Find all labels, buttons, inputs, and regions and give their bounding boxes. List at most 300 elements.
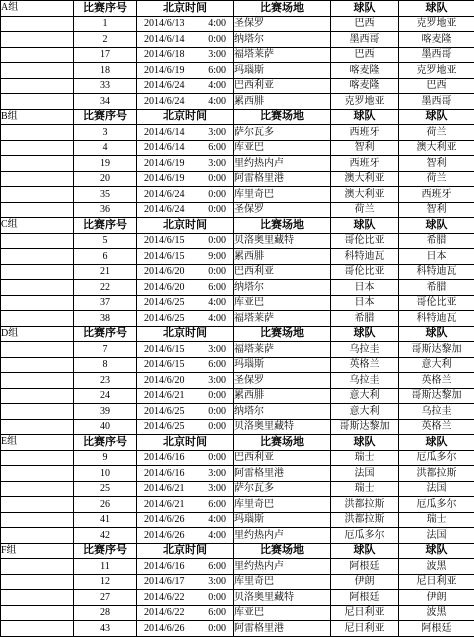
match-date: 2014/6/26	[144, 513, 200, 526]
match-team-2: 墨西哥	[399, 47, 474, 63]
match-datetime	[137, 202, 234, 218]
match-team-2: 克罗地亚	[399, 16, 474, 32]
match-venue: 贝洛奥里藏特	[234, 590, 331, 606]
match-datetime	[137, 16, 234, 32]
match-datetime	[137, 388, 234, 404]
group-header-row	[1, 326, 474, 342]
match-date: 2014/6/20	[144, 265, 200, 278]
match-datetime	[137, 342, 234, 358]
match-venue: 库里奇巴	[234, 574, 331, 590]
group-spacer-cell	[1, 528, 74, 544]
header-beijing-time: 北京时间	[137, 218, 234, 234]
match-number: 26	[74, 497, 137, 513]
match-team-2: 乌拉圭	[399, 404, 474, 420]
group-spacer-cell	[1, 590, 74, 606]
match-row	[1, 342, 474, 358]
group-spacer-cell	[1, 171, 74, 187]
match-number: 23	[74, 373, 137, 389]
match-venue: 圣保罗	[234, 373, 331, 389]
match-team-2: 伊朗	[399, 590, 474, 606]
match-team-2: 尼日利亚	[399, 574, 474, 590]
match-team-1: 厄瓜多尔	[331, 528, 399, 544]
group-spacer-cell	[1, 156, 74, 172]
match-team-2: 英格兰	[399, 373, 474, 389]
group-spacer-cell	[1, 342, 74, 358]
match-team-2: 法国	[399, 481, 474, 497]
match-number: 20	[74, 171, 137, 187]
match-row	[1, 156, 474, 172]
group-spacer-cell	[1, 419, 74, 435]
match-time: 3:00	[200, 467, 226, 480]
match-row	[1, 295, 474, 311]
group-label: D组	[1, 326, 74, 342]
match-venue: 纳塔尔	[234, 280, 331, 296]
match-datetime	[137, 450, 234, 466]
match-date: 2014/6/21	[144, 482, 200, 495]
header-match-number: 比赛序号	[74, 218, 137, 234]
match-row	[1, 497, 474, 513]
match-time: 0:00	[200, 451, 226, 464]
match-date: 2014/6/14	[144, 126, 200, 139]
match-time: 6:00	[200, 606, 226, 619]
header-team-1: 球队	[331, 326, 399, 342]
match-date: 2014/6/20	[144, 281, 200, 294]
match-row	[1, 404, 474, 420]
match-datetime	[137, 605, 234, 621]
match-date: 2014/6/15	[144, 358, 200, 371]
match-date: 2014/6/24	[144, 95, 200, 108]
match-team-1: 意大利	[331, 404, 399, 420]
match-date: 2014/6/21	[144, 389, 200, 402]
match-row	[1, 47, 474, 63]
match-number: 39	[74, 404, 137, 420]
match-team-1: 哥伦比亚	[331, 264, 399, 280]
match-team-2: 澳大利亚	[399, 140, 474, 156]
match-row	[1, 512, 474, 528]
header-match-number: 比赛序号	[74, 543, 137, 559]
match-team-1: 瑞士	[331, 481, 399, 497]
match-datetime	[137, 187, 234, 203]
match-row	[1, 202, 474, 218]
header-venue: 比赛场地	[234, 1, 331, 17]
match-row	[1, 311, 474, 327]
match-team-1: 喀麦隆	[331, 78, 399, 94]
match-row	[1, 94, 474, 110]
match-datetime	[137, 78, 234, 94]
match-datetime	[137, 171, 234, 187]
group-spacer-cell	[1, 249, 74, 265]
match-venue: 库里奇巴	[234, 497, 331, 513]
match-time: 0:00	[200, 591, 226, 604]
match-time: 0:00	[200, 172, 226, 185]
match-datetime	[137, 156, 234, 172]
group-label: E组	[1, 435, 74, 451]
match-date: 2014/6/16	[144, 467, 200, 480]
match-date: 2014/6/22	[144, 591, 200, 604]
header-match-number: 比赛序号	[74, 326, 137, 342]
match-time: 6:00	[200, 560, 226, 573]
match-number: 25	[74, 481, 137, 497]
match-team-1: 乌拉圭	[331, 373, 399, 389]
match-date: 2014/6/14	[144, 33, 200, 46]
match-team-2: 洪都拉斯	[399, 466, 474, 482]
match-number: 3	[74, 125, 137, 141]
match-row	[1, 63, 474, 79]
match-row	[1, 32, 474, 48]
match-team-2: 厄瓜多尔	[399, 497, 474, 513]
match-number: 35	[74, 187, 137, 203]
match-number: 28	[74, 605, 137, 621]
match-date: 2014/6/16	[144, 451, 200, 464]
match-team-1: 哥伦比亚	[331, 233, 399, 249]
match-row	[1, 373, 474, 389]
match-team-1: 洪都拉斯	[331, 497, 399, 513]
match-team-2: 希腊	[399, 233, 474, 249]
match-team-1: 伊朗	[331, 574, 399, 590]
match-time: 6:00	[200, 358, 226, 371]
header-venue: 比赛场地	[234, 435, 331, 451]
match-venue: 阿雷格里港	[234, 171, 331, 187]
match-date: 2014/6/15	[144, 250, 200, 263]
match-number: 2	[74, 32, 137, 48]
match-team-1: 尼日利亚	[331, 621, 399, 637]
match-venue: 累西腓	[234, 94, 331, 110]
group-spacer-cell	[1, 264, 74, 280]
header-team-1: 球队	[331, 435, 399, 451]
match-date: 2014/6/25	[144, 312, 200, 325]
match-team-1: 西班牙	[331, 125, 399, 141]
match-team-1: 日本	[331, 280, 399, 296]
match-datetime	[137, 590, 234, 606]
match-number: 40	[74, 419, 137, 435]
group-header-row	[1, 543, 474, 559]
match-row	[1, 280, 474, 296]
match-date: 2014/6/19	[144, 157, 200, 170]
match-row	[1, 125, 474, 141]
header-beijing-time: 北京时间	[137, 109, 234, 125]
match-team-2: 希腊	[399, 280, 474, 296]
group-spacer-cell	[1, 559, 74, 575]
match-number: 10	[74, 466, 137, 482]
match-number: 24	[74, 388, 137, 404]
match-venue: 萨尔瓦多	[234, 481, 331, 497]
match-team-2: 哥伦比亚	[399, 295, 474, 311]
match-team-2: 巴西	[399, 78, 474, 94]
match-datetime	[137, 280, 234, 296]
match-number: 33	[74, 78, 137, 94]
match-row	[1, 16, 474, 32]
match-date: 2014/6/13	[144, 17, 200, 30]
header-team-1: 球队	[331, 109, 399, 125]
match-datetime	[137, 249, 234, 265]
group-spacer-cell	[1, 32, 74, 48]
header-match-number: 比赛序号	[74, 1, 137, 17]
group-spacer-cell	[1, 450, 74, 466]
match-team-1: 希腊	[331, 311, 399, 327]
match-venue: 萨尔瓦多	[234, 125, 331, 141]
match-time: 3:00	[200, 482, 226, 495]
match-number: 41	[74, 512, 137, 528]
match-number: 38	[74, 311, 137, 327]
match-row	[1, 233, 474, 249]
match-venue: 玛瑙斯	[234, 357, 331, 373]
match-team-1: 澳大利亚	[331, 171, 399, 187]
match-venue: 巴西利亚	[234, 78, 331, 94]
match-date: 2014/6/24	[144, 79, 200, 92]
match-datetime	[137, 94, 234, 110]
match-datetime	[137, 528, 234, 544]
match-venue: 圣保罗	[234, 16, 331, 32]
group-header-row	[1, 109, 474, 125]
match-venue: 阿雷格里港	[234, 621, 331, 637]
group-spacer-cell	[1, 388, 74, 404]
match-row	[1, 621, 474, 637]
match-date: 2014/6/16	[144, 560, 200, 573]
match-datetime	[137, 264, 234, 280]
group-spacer-cell	[1, 497, 74, 513]
header-venue: 比赛场地	[234, 218, 331, 234]
match-number: 22	[74, 280, 137, 296]
match-time: 3:00	[200, 157, 226, 170]
match-date: 2014/6/26	[144, 529, 200, 542]
match-datetime	[137, 512, 234, 528]
match-time: 6:00	[200, 64, 226, 77]
match-team-1: 智利	[331, 140, 399, 156]
match-team-2: 荷兰	[399, 171, 474, 187]
match-team-2: 科特迪瓦	[399, 264, 474, 280]
match-date: 2014/6/25	[144, 420, 200, 433]
match-team-2: 墨西哥	[399, 94, 474, 110]
match-venue: 福塔莱萨	[234, 311, 331, 327]
match-team-2: 克罗地亚	[399, 63, 474, 79]
match-number: 4	[74, 140, 137, 156]
match-team-2: 意大利	[399, 357, 474, 373]
match-team-1: 洪都拉斯	[331, 512, 399, 528]
match-team-2: 波黑	[399, 559, 474, 575]
match-team-2: 哥斯达黎加	[399, 342, 474, 358]
match-row	[1, 481, 474, 497]
match-time: 3:00	[200, 374, 226, 387]
match-number: 42	[74, 528, 137, 544]
match-time: 0:00	[200, 622, 226, 635]
match-number: 7	[74, 342, 137, 358]
match-datetime	[137, 574, 234, 590]
match-time: 4:00	[200, 312, 226, 325]
match-time: 4:00	[200, 296, 226, 309]
header-team-2: 球队	[399, 435, 474, 451]
match-team-1: 墨西哥	[331, 32, 399, 48]
match-date: 2014/6/15	[144, 343, 200, 356]
header-team-1: 球队	[331, 218, 399, 234]
group-header-row	[1, 435, 474, 451]
match-date: 2014/6/14	[144, 141, 200, 154]
match-row	[1, 388, 474, 404]
match-venue: 玛瑙斯	[234, 512, 331, 528]
match-team-2: 喀麦隆	[399, 32, 474, 48]
match-time: 6:00	[200, 498, 226, 511]
match-datetime	[137, 32, 234, 48]
match-team-2: 智利	[399, 202, 474, 218]
group-spacer-cell	[1, 574, 74, 590]
match-datetime	[137, 373, 234, 389]
match-row	[1, 528, 474, 544]
match-number: 9	[74, 450, 137, 466]
match-venue: 库亚巴	[234, 140, 331, 156]
header-venue: 比赛场地	[234, 326, 331, 342]
match-number: 17	[74, 47, 137, 63]
match-number: 1	[74, 16, 137, 32]
match-team-1: 意大利	[331, 388, 399, 404]
header-team-2: 球队	[399, 218, 474, 234]
match-venue: 纳塔尔	[234, 32, 331, 48]
group-spacer-cell	[1, 16, 74, 32]
group-spacer-cell	[1, 280, 74, 296]
group-spacer-cell	[1, 94, 74, 110]
header-venue: 比赛场地	[234, 543, 331, 559]
match-number: 8	[74, 357, 137, 373]
match-time: 6:00	[200, 141, 226, 154]
match-team-1: 喀麦隆	[331, 63, 399, 79]
header-team-2: 球队	[399, 326, 474, 342]
match-date: 2014/6/18	[144, 48, 200, 61]
match-venue: 里约热内卢	[234, 559, 331, 575]
match-datetime	[137, 357, 234, 373]
match-row	[1, 264, 474, 280]
match-venue: 累西腓	[234, 249, 331, 265]
match-row	[1, 187, 474, 203]
match-time: 4:00	[200, 529, 226, 542]
match-number: 21	[74, 264, 137, 280]
match-team-1: 法国	[331, 466, 399, 482]
header-team-2: 球队	[399, 1, 474, 17]
header-beijing-time: 北京时间	[137, 326, 234, 342]
group-spacer-cell	[1, 404, 74, 420]
match-team-1: 荷兰	[331, 202, 399, 218]
match-row	[1, 419, 474, 435]
match-row	[1, 78, 474, 94]
match-venue: 福塔莱萨	[234, 342, 331, 358]
match-venue: 圣保罗	[234, 202, 331, 218]
match-team-2: 西班牙	[399, 187, 474, 203]
group-label: F组	[1, 543, 74, 559]
header-beijing-time: 北京时间	[137, 435, 234, 451]
match-datetime	[137, 559, 234, 575]
match-row	[1, 574, 474, 590]
match-venue: 巴西利亚	[234, 450, 331, 466]
group-spacer-cell	[1, 233, 74, 249]
match-team-1: 科特迪瓦	[331, 249, 399, 265]
match-time: 0:00	[200, 234, 226, 247]
match-row	[1, 140, 474, 156]
match-team-1: 巴西	[331, 47, 399, 63]
match-time: 3:00	[200, 48, 226, 61]
match-datetime	[137, 233, 234, 249]
group-spacer-cell	[1, 373, 74, 389]
header-beijing-time: 北京时间	[137, 543, 234, 559]
match-datetime	[137, 419, 234, 435]
match-date: 2014/6/20	[144, 374, 200, 387]
match-number: 36	[74, 202, 137, 218]
match-time: 3:00	[200, 126, 226, 139]
match-venue: 玛瑙斯	[234, 63, 331, 79]
match-date: 2014/6/22	[144, 606, 200, 619]
group-spacer-cell	[1, 357, 74, 373]
group-spacer-cell	[1, 187, 74, 203]
match-time: 4:00	[200, 17, 226, 30]
match-team-1: 巴西	[331, 16, 399, 32]
match-team-1: 瑞士	[331, 450, 399, 466]
match-datetime	[137, 621, 234, 637]
match-time: 4:00	[200, 79, 226, 92]
match-time: 0:00	[200, 188, 226, 201]
match-date: 2014/6/25	[144, 296, 200, 309]
match-number: 37	[74, 295, 137, 311]
header-match-number: 比赛序号	[74, 109, 137, 125]
match-venue: 里约热内卢	[234, 156, 331, 172]
match-number: 27	[74, 590, 137, 606]
match-date: 2014/6/24	[144, 203, 200, 216]
match-date: 2014/6/25	[144, 405, 200, 418]
group-spacer-cell	[1, 78, 74, 94]
match-number: 34	[74, 94, 137, 110]
match-venue: 库里奇巴	[234, 187, 331, 203]
match-datetime	[137, 466, 234, 482]
match-venue: 贝洛奥里藏特	[234, 419, 331, 435]
header-team-1: 球队	[331, 543, 399, 559]
match-datetime	[137, 481, 234, 497]
match-team-2: 厄瓜多尔	[399, 450, 474, 466]
match-team-1: 西班牙	[331, 156, 399, 172]
match-time: 4:00	[200, 513, 226, 526]
match-time: 9:00	[200, 250, 226, 263]
match-team-2: 科特迪瓦	[399, 311, 474, 327]
group-header-row	[1, 218, 474, 234]
match-team-2: 哥斯达黎加	[399, 388, 474, 404]
group-spacer-cell	[1, 125, 74, 141]
match-date: 2014/6/19	[144, 172, 200, 185]
match-row	[1, 590, 474, 606]
match-number: 43	[74, 621, 137, 637]
match-time: 0:00	[200, 389, 226, 402]
match-row	[1, 559, 474, 575]
match-row	[1, 466, 474, 482]
group-spacer-cell	[1, 621, 74, 637]
match-date: 2014/6/19	[144, 64, 200, 77]
match-datetime	[137, 311, 234, 327]
match-team-1: 日本	[331, 295, 399, 311]
group-spacer-cell	[1, 63, 74, 79]
group-spacer-cell	[1, 202, 74, 218]
match-time: 0:00	[200, 265, 226, 278]
match-date: 2014/6/26	[144, 622, 200, 635]
match-row	[1, 450, 474, 466]
group-label: B组	[1, 109, 74, 125]
match-datetime	[137, 295, 234, 311]
match-number: 18	[74, 63, 137, 79]
match-time: 3:00	[200, 575, 226, 588]
header-team-1: 球队	[331, 1, 399, 17]
match-team-2: 日本	[399, 249, 474, 265]
group-label: C组	[1, 218, 74, 234]
group-spacer-cell	[1, 481, 74, 497]
match-datetime	[137, 497, 234, 513]
match-venue: 贝洛奥里藏特	[234, 233, 331, 249]
match-time: 3:00	[200, 343, 226, 356]
match-datetime	[137, 63, 234, 79]
group-spacer-cell	[1, 512, 74, 528]
match-team-2: 英格兰	[399, 419, 474, 435]
match-row	[1, 171, 474, 187]
